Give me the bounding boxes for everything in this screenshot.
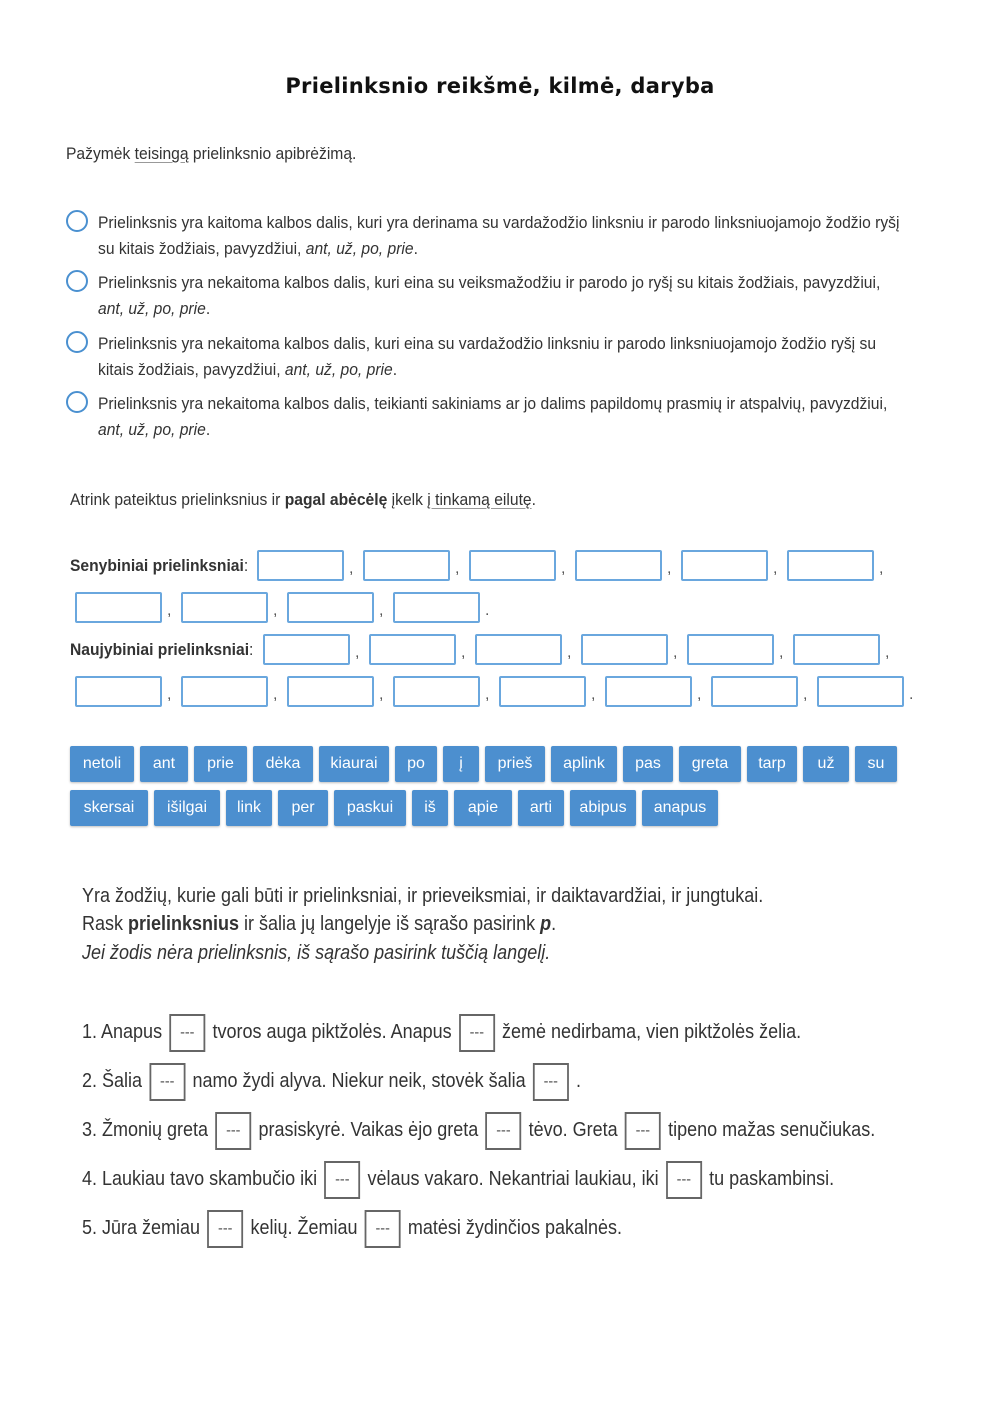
word-chip[interactable]: netoli — [70, 746, 134, 782]
drop-zone[interactable] — [181, 676, 268, 707]
radio-button[interactable] — [66, 270, 88, 292]
word-chip[interactable]: abipus — [570, 790, 636, 826]
q3-instruction — [82, 913, 556, 936]
word-chip[interactable]: prie — [194, 746, 247, 782]
option-examples: ant, už, po, prie — [98, 420, 206, 439]
worksheet-title: Prielinksnio reikšmė, kilmė, daryba — [285, 74, 715, 98]
option-text — [98, 331, 954, 383]
q3-intro: Yra žodžių, kurie gali būti ir prielinksniai, ir prieveiksmiai, ir daiktavardžiai, ir jungtukai. — [82, 885, 764, 907]
senybiniai-label — [70, 556, 248, 576]
drop-zone[interactable] — [369, 634, 456, 665]
drop-zone[interactable] — [287, 592, 374, 623]
sentence-2 — [82, 1062, 581, 1102]
separator: , — [667, 560, 672, 577]
naujybiniai-label — [70, 640, 253, 660]
radio-button[interactable] — [66, 331, 88, 353]
sentence-text: vėlaus vakaro. Nekantriai laukiau, iki — [367, 1168, 659, 1190]
sentence-text: kelių. Žemiau — [250, 1217, 358, 1239]
answer-select[interactable]: --- — [169, 1014, 205, 1052]
q1-instruction — [66, 144, 356, 164]
word-chip[interactable]: su — [855, 746, 897, 782]
answer-select[interactable]: --- — [365, 1210, 401, 1248]
word-chip[interactable]: kiaurai — [319, 746, 389, 782]
separator: , — [779, 644, 784, 661]
option-line1: Prielinksnis yra nekaitoma kalbos dalis, kuri eina su veiksmažodžiu ir parodo jo ryšį su kitais žodžiais, pavyzdžiui, — [98, 273, 881, 292]
sentence-text: 1. Anapus — [82, 1021, 163, 1043]
word-chip[interactable]: už — [803, 746, 849, 782]
separator: , — [379, 602, 384, 619]
word-chip[interactable]: apie — [454, 790, 512, 826]
answer-select[interactable]: --- — [666, 1161, 702, 1199]
word-chip[interactable]: link — [226, 790, 272, 826]
word-bank-row-1 — [70, 746, 930, 782]
sentence-text: tipeno mažas senučiukas. — [668, 1119, 876, 1141]
option-text — [98, 270, 954, 322]
sentence-text: tu paskambinsi. — [709, 1168, 835, 1190]
separator: , — [561, 560, 566, 577]
sentence-text: 3. Žmonių greta — [82, 1119, 209, 1141]
drop-zone[interactable] — [605, 676, 692, 707]
q3-instruction-pre: Rask — [82, 913, 129, 935]
word-chip[interactable]: per — [278, 790, 328, 826]
answer-select[interactable]: --- — [459, 1014, 495, 1052]
q2-instruction-pre: Atrink pateiktus prielinksnius ir — [70, 490, 285, 509]
word-chip[interactable]: prieš — [485, 746, 545, 782]
drop-zone[interactable] — [75, 676, 162, 707]
option-end: . — [413, 239, 418, 258]
word-chip[interactable]: į — [443, 746, 479, 782]
sentence-text: 2. Šalia — [82, 1070, 143, 1092]
drop-zone[interactable] — [393, 676, 480, 707]
drop-zone[interactable] — [469, 550, 556, 581]
q2-instruction-bold: pagal abėcėlę — [284, 490, 388, 509]
radio-button[interactable] — [66, 391, 88, 413]
option-line2: kitais žodžiais, pavyzdžiui, — [98, 360, 285, 379]
option-end: . — [205, 420, 211, 439]
answer-select[interactable]: --- — [149, 1063, 185, 1101]
sentence-text: 5. Jūra žemiau — [82, 1217, 201, 1239]
separator: , — [455, 560, 460, 577]
option-line2: su kitais žodžiais, pavyzdžiui, — [98, 239, 306, 258]
q3-instruction-mid: ir šalia jų langelyje iš sąrašo pasirink — [239, 913, 541, 935]
sentence-text: tvoros auga piktžolės. Anapus — [212, 1021, 452, 1043]
drop-zone[interactable] — [787, 550, 874, 581]
drop-zone[interactable] — [681, 550, 768, 581]
q2-instruction-underlined: į tinkamą eilutę — [427, 490, 532, 509]
q2-instruction — [70, 490, 536, 510]
drop-zone[interactable] — [263, 634, 350, 665]
q3-instruction-end: . — [551, 913, 557, 935]
option-examples: ant, už, po, prie — [305, 239, 414, 258]
word-chip[interactable]: po — [395, 746, 437, 782]
word-chip[interactable]: išilgai — [154, 790, 220, 826]
answer-select[interactable]: --- — [625, 1112, 661, 1150]
separator: . — [485, 602, 490, 619]
drop-zone[interactable] — [817, 676, 904, 707]
drop-zone[interactable] — [181, 592, 268, 623]
sentence-4 — [82, 1160, 834, 1200]
sentence-text: . — [575, 1070, 581, 1092]
q3-instruction-bold: prielinksnius — [128, 913, 240, 935]
drop-zone[interactable] — [575, 550, 662, 581]
option-examples: ant, už, po, prie — [284, 360, 393, 379]
radio-button[interactable] — [66, 210, 88, 232]
separator: , — [885, 644, 890, 661]
drop-zone[interactable] — [363, 550, 450, 581]
answer-select[interactable]: --- — [215, 1112, 251, 1150]
sentence-text: žemė nedirbama, vien piktžolės želia. — [502, 1021, 802, 1043]
drop-zone[interactable] — [711, 676, 798, 707]
drop-zone[interactable] — [287, 676, 374, 707]
answer-select[interactable]: --- — [533, 1063, 569, 1101]
word-chip[interactable]: aplink — [551, 746, 617, 782]
drop-zone[interactable] — [257, 550, 344, 581]
drop-zone[interactable] — [499, 676, 586, 707]
q1-instruction-pre: Pažymėk — [66, 144, 135, 163]
option-end: . — [205, 299, 211, 318]
option-examples: ant, už, po, prie — [98, 299, 206, 318]
separator: , — [461, 644, 466, 661]
drop-zone[interactable] — [393, 592, 480, 623]
word-chip[interactable]: tarp — [747, 746, 797, 782]
drop-zone[interactable] — [475, 634, 562, 665]
drop-zone[interactable] — [581, 634, 668, 665]
word-chip[interactable]: dėka — [253, 746, 313, 782]
drop-zone[interactable] — [793, 634, 880, 665]
separator: , — [349, 560, 354, 577]
separator: , — [567, 644, 572, 661]
sentence-5 — [82, 1209, 622, 1249]
word-chip[interactable]: iš — [412, 790, 448, 826]
sentence-3 — [82, 1111, 875, 1151]
label-colon: : — [243, 556, 249, 575]
answer-select[interactable]: --- — [324, 1161, 360, 1199]
answer-select[interactable]: --- — [485, 1112, 521, 1150]
separator: , — [803, 686, 808, 703]
separator: , — [591, 686, 596, 703]
drop-zone[interactable] — [687, 634, 774, 665]
word-chip[interactable]: arti — [518, 790, 564, 826]
q1-instruction-underlined: teisingą — [134, 144, 189, 163]
q3-note-text: Jei žodis nėra prielinksnis, iš sąrašo pasirink tuščią langelį. — [82, 942, 551, 964]
separator: , — [773, 560, 778, 577]
sentence-1 — [82, 1013, 801, 1053]
label-colon: : — [249, 640, 254, 659]
separator: , — [167, 686, 172, 703]
word-chip[interactable]: anapus — [642, 790, 718, 826]
naujybiniai-label-text: Naujybiniai prielinksniai — [70, 640, 250, 659]
separator: , — [355, 644, 360, 661]
option-end: . — [392, 360, 398, 379]
answer-select[interactable]: --- — [207, 1210, 243, 1248]
separator: , — [879, 560, 884, 577]
separator: , — [273, 602, 278, 619]
option-text — [98, 391, 954, 443]
option-line1: Prielinksnis yra nekaitoma kalbos dalis, kuri eina su vardažodžio linksniu ir parodo linksniuojamojo žodžio ryšį su — [98, 334, 877, 353]
separator: , — [273, 686, 278, 703]
separator: . — [909, 686, 914, 703]
sentence-text: matėsi žydinčios pakalnės. — [407, 1217, 622, 1239]
q3-note — [82, 942, 550, 965]
separator: , — [673, 644, 678, 661]
q1-instruction-post: prielinksnio apibrėžimą. — [188, 144, 357, 163]
option-text — [98, 210, 954, 262]
senybiniai-label-text: Senybiniai prielinksniai — [70, 556, 244, 575]
word-chip[interactable]: pas — [623, 746, 673, 782]
q3-p-marker: p — [540, 913, 552, 935]
word-chip[interactable]: greta — [679, 746, 741, 782]
separator: , — [167, 602, 172, 619]
option-line1: Prielinksnis yra nekaitoma kalbos dalis, teikianti sakiniams ar jo dalims papildomų prasmių ir atspalvių, pavyzdžiui, — [98, 394, 888, 413]
sentence-text: tėvo. Greta — [528, 1119, 618, 1141]
q2-instruction-mid: įkelk — [387, 490, 428, 509]
drop-zone[interactable] — [75, 592, 162, 623]
sentence-text: 4. Laukiau tavo skambučio iki — [82, 1168, 318, 1190]
word-chip[interactable]: ant — [140, 746, 188, 782]
word-chip[interactable]: skersai — [70, 790, 148, 826]
separator: , — [485, 686, 490, 703]
sentence-text: namo žydi alyva. Niekur neik, stovėk šalia — [192, 1070, 526, 1092]
word-bank-row-2 — [70, 790, 930, 826]
sentence-text: prasiskyrė. Vaikas ėjo greta — [258, 1119, 479, 1141]
option-line1: Prielinksnis yra kaitoma kalbos dalis, kuri yra derinama su vardažodžio linksniu ir parodo linksniuojamojo žodžio ryšį — [98, 213, 900, 232]
q2-instruction-end: . — [531, 490, 536, 509]
word-chip[interactable]: paskui — [334, 790, 406, 826]
separator: , — [697, 686, 702, 703]
separator: , — [379, 686, 384, 703]
